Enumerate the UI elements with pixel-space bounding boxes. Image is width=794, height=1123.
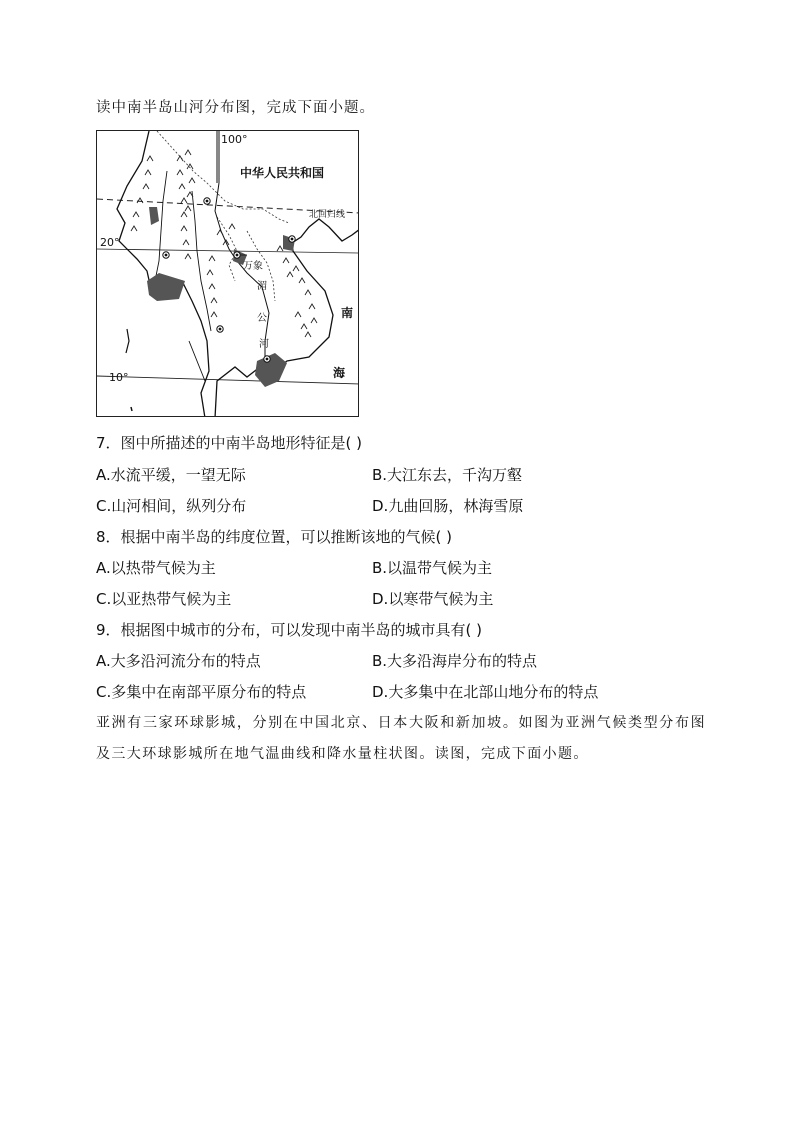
question-7-option-d[interactable]: D.九曲回肠，林海雪原 [372, 497, 524, 515]
tropic-label: 北回归线 [309, 210, 346, 220]
closing-paragraph: 亚洲有三家环球影城，分别在中国北京、日本大阪和新加坡。如图为亚洲气候类型分布图及三大环球影城所在地气温曲线和降水量柱状图。读图，完成下面小题。 [96, 715, 706, 762]
question-8-option-c[interactable]: C.以亚热带气候为主 [96, 590, 232, 608]
question-9-stem: 9．根据图中城市的分布，可以发现中南半岛的城市具有( ) [96, 621, 483, 639]
indochina-map [96, 130, 359, 417]
question-8-option-d[interactable]: D.以寒带气候为主 [372, 590, 494, 608]
question-8-stem: 8．根据中南半岛的纬度位置，可以推断该地的气候( ) [96, 528, 453, 546]
sea-char-2: 海 [333, 366, 346, 380]
question-9-option-d[interactable]: D.大多集中在北部山地分布的特点 [372, 683, 599, 701]
longitude-label: 100° [221, 133, 248, 146]
sea-char-1: 南 [341, 306, 354, 320]
question-9-option-c[interactable]: C.多集中在南部平原分布的特点 [96, 683, 307, 701]
question-9-option-b[interactable]: B.大多沿海岸分布的特点 [372, 652, 538, 670]
mekong-river [215, 183, 269, 363]
river-char-2: 公 [257, 313, 267, 324]
question-7-option-a[interactable]: A.水流平缓，一望无际 [96, 466, 246, 484]
lat10-label: 10° [109, 371, 129, 384]
lat10-line [97, 376, 359, 384]
intro-text: 读中南半岛山河分布图，完成下面小题。 [96, 100, 375, 116]
country-label: 中华人民共和国 [240, 166, 325, 180]
river-char-1: 湄 [257, 281, 267, 292]
river-char-3: 河 [259, 339, 269, 350]
lat20-label: 20° [100, 236, 120, 249]
question-9-option-a[interactable]: A.大多沿河流分布的特点 [96, 652, 261, 670]
lat20-line [97, 249, 359, 253]
question-7-stem: 7．图中所描述的中南半岛地形特征是( ) [96, 434, 363, 452]
question-8-option-a[interactable]: A.以热带气候为主 [96, 559, 216, 577]
question-7-option-c[interactable]: C.山河相间，纵列分布 [96, 497, 247, 515]
question-7-option-b[interactable]: B.大江东去，千沟万壑 [372, 466, 523, 484]
irrawaddy-delta [147, 273, 185, 301]
vientiane-label: 万象 [243, 261, 263, 272]
question-8-option-b[interactable]: B.以温带气候为主 [372, 559, 493, 577]
city-markers [163, 198, 295, 362]
